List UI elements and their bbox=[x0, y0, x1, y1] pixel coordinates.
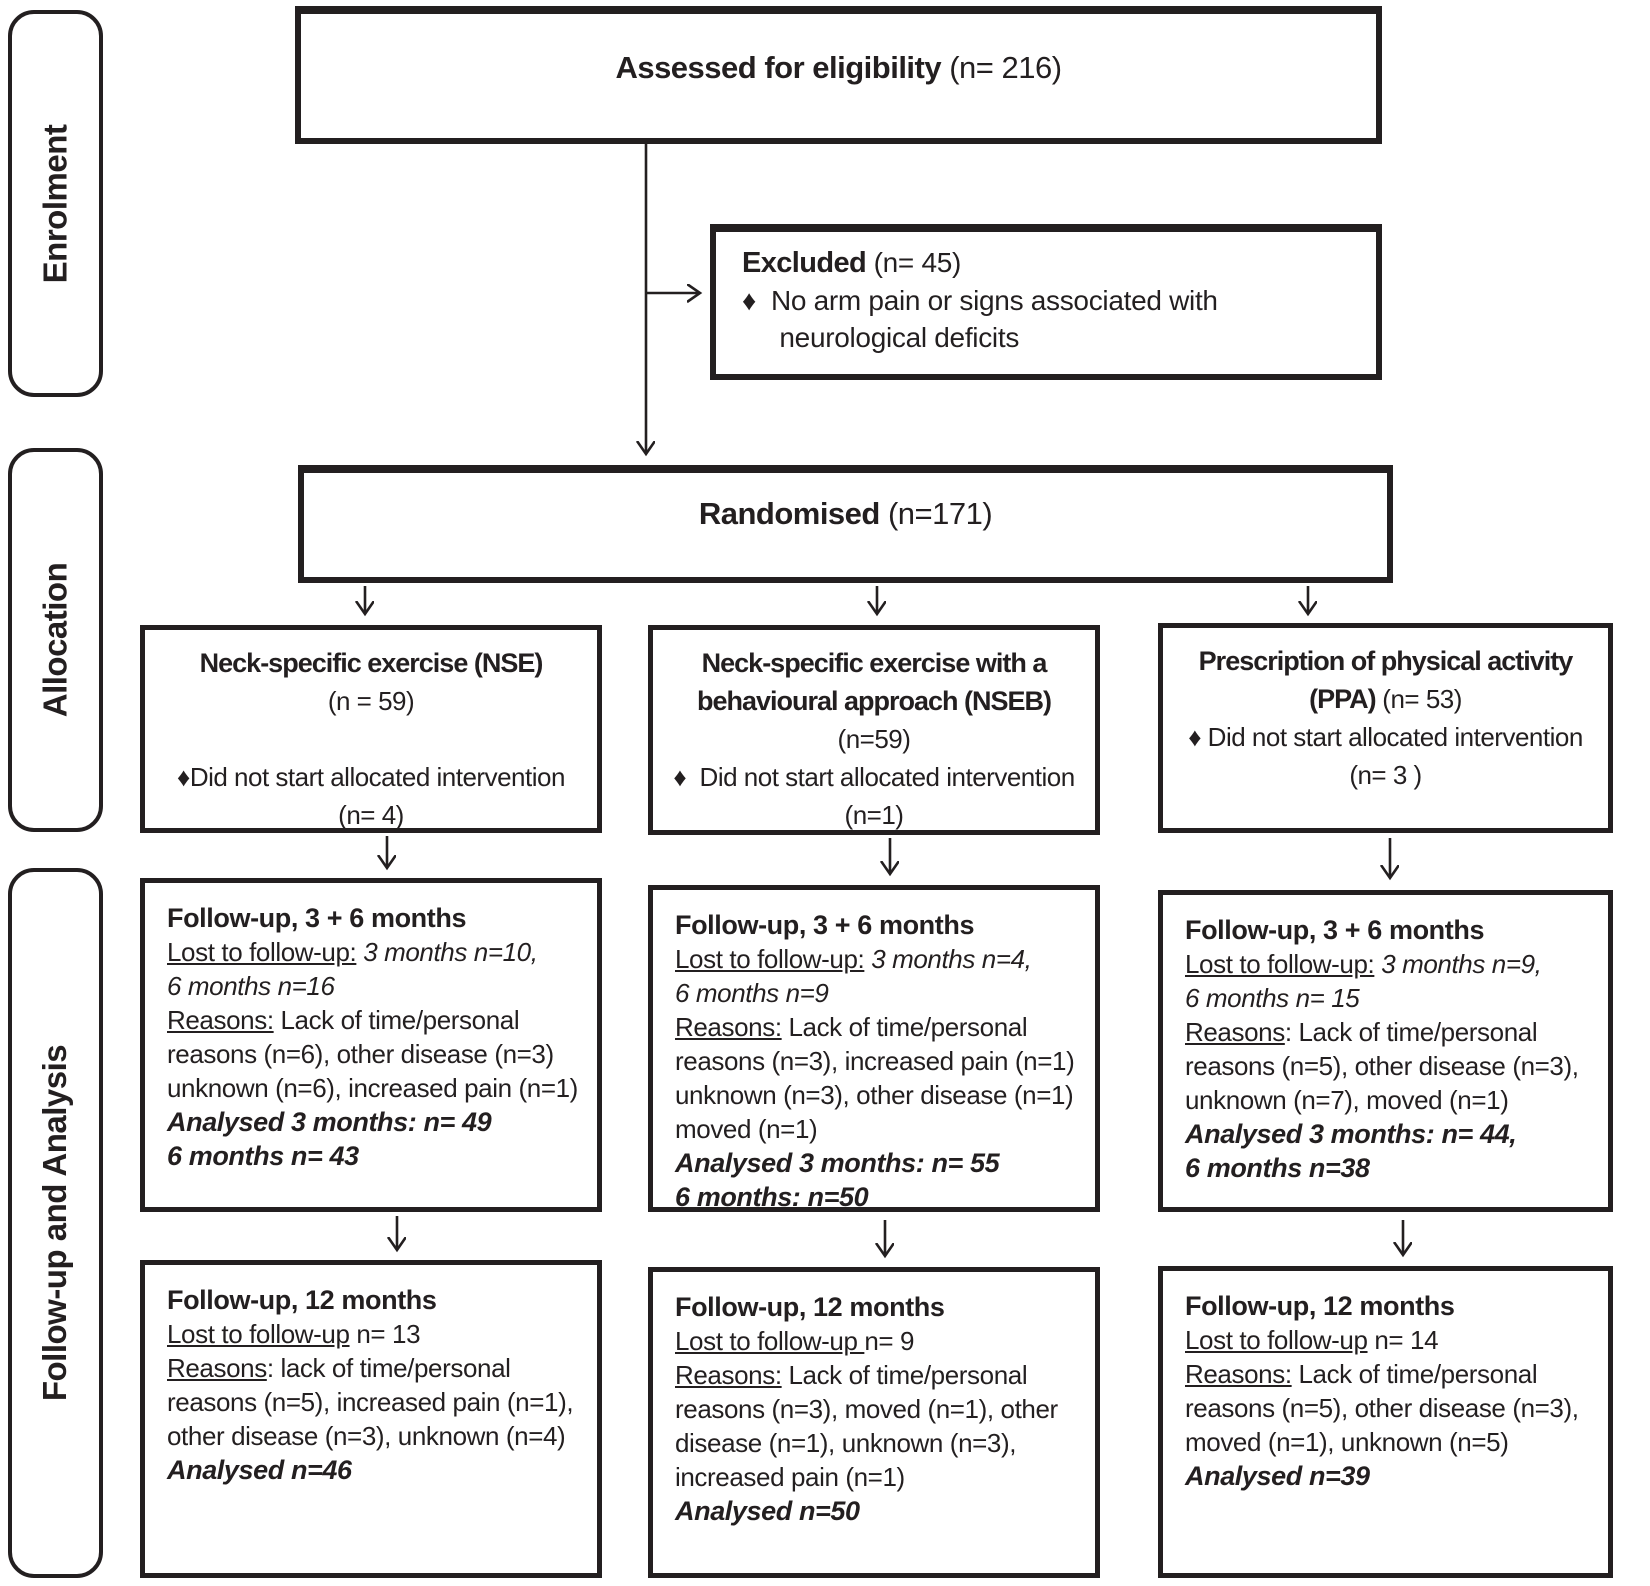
text-line: Lost to follow-up n= 14 bbox=[1185, 1325, 1439, 1355]
text-line: reasons (n=5), other disease (n=3), bbox=[1185, 1051, 1579, 1081]
text-line: Follow-up, 3 + 6 months bbox=[675, 910, 975, 940]
text-line: Reasons: Lack of time/personal bbox=[167, 1005, 520, 1035]
text-line: Follow-up, 12 months bbox=[675, 1292, 945, 1322]
text-line: 6 months n=16 bbox=[167, 971, 335, 1001]
text-line: Lost to follow-up: 3 months n=10, bbox=[167, 937, 538, 967]
text-line: behavioural approach (NSEB) bbox=[696, 686, 1052, 716]
followup-3-6-ppa-box bbox=[1158, 890, 1613, 1212]
text-line: neurological deficits bbox=[742, 322, 1020, 353]
text-line: reasons (n=5), other disease (n=3), bbox=[1185, 1393, 1579, 1423]
followup-3-6-nse-box bbox=[140, 878, 602, 1212]
text-line: (PPA) (n= 53) bbox=[1309, 684, 1462, 714]
text-line: unknown (n=3), other disease (n=1) bbox=[675, 1080, 1074, 1110]
text-line: moved (n=1) bbox=[675, 1114, 818, 1144]
text-line: Prescription of physical activity bbox=[1198, 646, 1573, 676]
text-line: reasons (n=3), increased pain (n=1) bbox=[675, 1046, 1075, 1076]
text-line: (n= 3 ) bbox=[1349, 760, 1422, 790]
stage-label-enrolment bbox=[8, 10, 103, 397]
text-line: Reasons: Lack of time/personal bbox=[1185, 1359, 1538, 1389]
text-line: Lost to follow-up: 3 months n=4, bbox=[675, 944, 1032, 974]
text-line: reasons (n=6), other disease (n=3) bbox=[167, 1039, 554, 1069]
text-line: Analysed n=50 bbox=[675, 1496, 860, 1526]
text-line: 6 months n=38 bbox=[1185, 1153, 1370, 1183]
text-line: Lost to follow-up: 3 months n=9, bbox=[1185, 949, 1542, 979]
allocation-nseb-box bbox=[648, 625, 1100, 835]
text-line: Lost to follow-up n= 9 bbox=[675, 1326, 915, 1356]
text-line: (n=59) bbox=[837, 724, 911, 754]
text-line: unknown (n=6), increased pain (n=1) bbox=[167, 1073, 578, 1103]
text-line: Reasons: Lack of time/personal bbox=[675, 1012, 1028, 1042]
stage-label-enrolment-text: Enrolment bbox=[36, 124, 74, 283]
text-line: Excluded (n= 45) bbox=[742, 247, 962, 279]
text-line: reasons (n=3), moved (n=1), other bbox=[675, 1394, 1058, 1424]
text-line: Neck-specific exercise with a bbox=[701, 648, 1047, 678]
text-line: Assessed for eligibility (n= 216) bbox=[615, 50, 1062, 85]
text-line: moved (n=1), unknown (n=5) bbox=[1185, 1427, 1509, 1457]
text-line: ♦Did not start allocated intervention bbox=[177, 762, 565, 792]
text-line: (n= 4) bbox=[338, 800, 404, 830]
text-line: 6 months n= 15 bbox=[1185, 983, 1360, 1013]
excluded-box bbox=[710, 224, 1382, 380]
text-line: Neck-specific exercise (NSE) bbox=[199, 648, 543, 678]
text-line: Analysed n=46 bbox=[167, 1455, 352, 1485]
text-line: Randomised (n=171) bbox=[698, 496, 993, 531]
allocation-nse-box bbox=[140, 625, 602, 833]
followup-12-ppa-box bbox=[1158, 1266, 1613, 1578]
text-line: Reasons: Lack of time/personal bbox=[1185, 1017, 1538, 1047]
text-line: Follow-up, 3 + 6 months bbox=[167, 903, 467, 933]
text-line: Reasons: lack of time/personal bbox=[167, 1353, 511, 1383]
text-line: increased pain (n=1) bbox=[675, 1462, 905, 1492]
text-line: disease (n=1), unknown (n=3), bbox=[675, 1428, 1017, 1458]
text-line: Follow-up, 12 months bbox=[1185, 1291, 1455, 1321]
followup-3-6-nseb-box bbox=[648, 885, 1100, 1212]
text-line: (n = 59) bbox=[327, 686, 415, 716]
text-line: ♦ Did not start allocated intervention bbox=[673, 762, 1075, 792]
text-line: Analysed 3 months: n= 44, bbox=[1185, 1119, 1517, 1149]
text-line: reasons (n=5), increased pain (n=1), bbox=[167, 1387, 574, 1417]
allocation-ppa-box bbox=[1158, 623, 1613, 833]
text-line: Analysed n=39 bbox=[1185, 1461, 1370, 1491]
stage-label-allocation bbox=[8, 448, 103, 832]
randomised-box bbox=[298, 465, 1393, 583]
text-line: Analysed 3 months: n= 55 bbox=[675, 1148, 1000, 1178]
text-line: ♦ Did not start allocated intervention bbox=[1188, 722, 1583, 752]
text-line: Reasons: Lack of time/personal bbox=[675, 1360, 1028, 1390]
text-line: ♦ No arm pain or signs associated with bbox=[742, 285, 1218, 316]
text-line bbox=[145, 720, 597, 758]
text-line: 6 months: n=50 bbox=[675, 1182, 869, 1212]
text-line: 6 months n=9 bbox=[675, 978, 829, 1008]
text-line: other disease (n=3), unknown (n=4) bbox=[167, 1421, 566, 1451]
text-line: Analysed 3 months: n= 49 bbox=[167, 1107, 492, 1137]
followup-12-nse-box bbox=[140, 1260, 602, 1578]
text-line: (n=1) bbox=[844, 800, 904, 830]
text-line: 6 months n= 43 bbox=[167, 1141, 359, 1171]
assessed-for-eligibility-box bbox=[295, 6, 1382, 144]
stage-label-allocation-text: Allocation bbox=[36, 562, 74, 718]
followup-12-nseb-box bbox=[648, 1267, 1100, 1578]
text-line: Follow-up, 3 + 6 months bbox=[1185, 915, 1485, 945]
stage-label-followup-analysis bbox=[8, 868, 103, 1578]
text-line: unknown (n=7), moved (n=1) bbox=[1185, 1085, 1509, 1115]
text-line: Follow-up, 12 months bbox=[167, 1285, 437, 1315]
text-line: Lost to follow-up n= 13 bbox=[167, 1319, 421, 1349]
stage-label-followup-analysis-text: Follow-up and Analysis bbox=[36, 1044, 74, 1402]
